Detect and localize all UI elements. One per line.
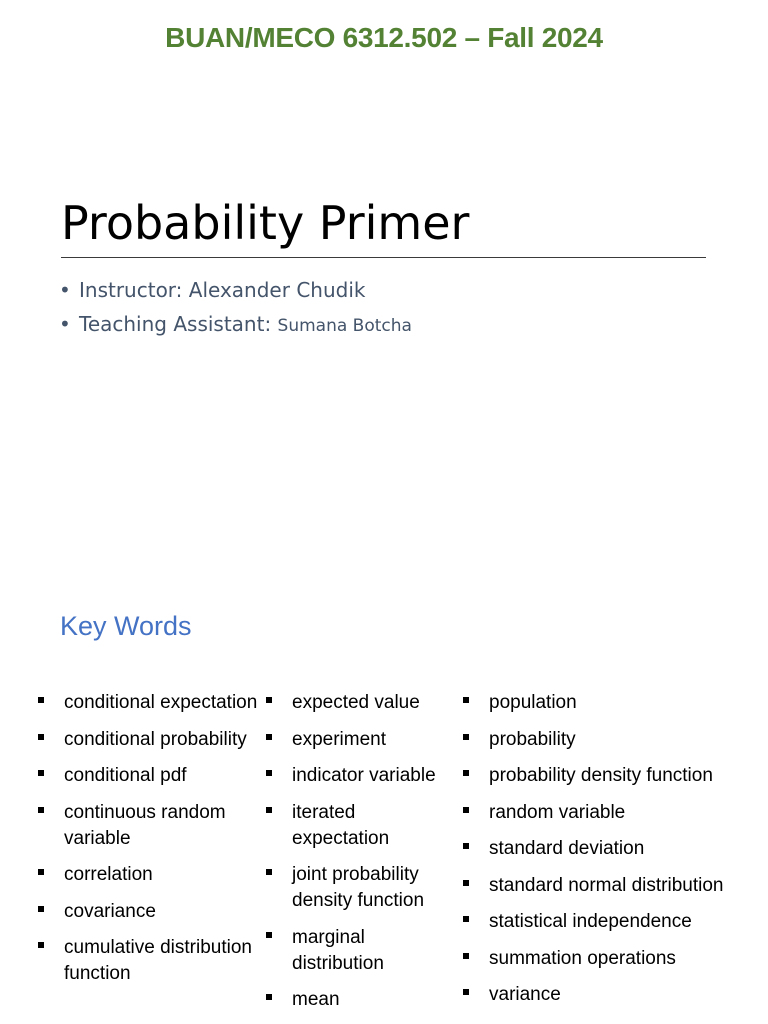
instructor-item	[59, 277, 412, 311]
square-bullet-icon	[463, 807, 469, 813]
square-bullet-icon	[463, 953, 469, 959]
key-word-text: iterated expectation	[292, 801, 390, 849]
slide-title: Probability Primer	[61, 196, 470, 250]
key-word-item	[264, 987, 454, 1013]
key-word-item	[461, 800, 761, 826]
square-bullet-icon	[38, 906, 44, 912]
key-word-text: probability	[489, 728, 576, 750]
key-word-text: experiment	[292, 728, 386, 750]
key-word-item	[461, 873, 761, 899]
course-header: BUAN/MECO 6312.502 – Fall 2024	[165, 22, 603, 53]
key-word-text: random variable	[489, 801, 626, 823]
key-word-text: cumulative distribution function	[64, 937, 252, 984]
course-info-list	[59, 277, 412, 345]
square-bullet-icon	[266, 770, 272, 776]
key-word-item	[264, 862, 454, 914]
key-word-text: conditional pdf	[64, 765, 187, 786]
square-bullet-icon	[266, 697, 272, 703]
square-bullet-icon	[463, 697, 469, 703]
teaching-assistant-item	[59, 311, 412, 345]
bullet-icon: •	[59, 312, 71, 336]
key-word-item	[36, 800, 264, 852]
key-word-item	[461, 946, 761, 972]
instructor-text: Instructor: Alexander Chudik	[79, 278, 366, 302]
key-word-item	[264, 800, 454, 852]
square-bullet-icon	[38, 869, 44, 875]
key-word-item	[36, 690, 264, 716]
key-word-text: covariance	[64, 900, 156, 922]
key-word-text: conditional probability	[64, 728, 247, 750]
square-bullet-icon	[463, 770, 469, 776]
key-word-item	[461, 909, 761, 935]
bullet-icon: •	[59, 278, 71, 302]
square-bullet-icon	[463, 989, 469, 995]
key-word-item	[264, 690, 454, 716]
square-bullet-icon	[38, 734, 44, 740]
key-word-item	[36, 935, 264, 987]
key-words-column-3	[461, 690, 761, 1019]
square-bullet-icon	[266, 932, 272, 938]
key-word-text: mean	[292, 989, 340, 1010]
key-words-heading: Key Words	[60, 611, 192, 641]
teaching-assistant-label: Teaching Assistant:	[79, 312, 278, 336]
key-word-item	[461, 836, 761, 862]
key-words-column-2	[264, 690, 454, 1024]
key-word-item	[264, 727, 454, 753]
key-word-item	[264, 925, 454, 977]
square-bullet-icon	[38, 770, 44, 776]
square-bullet-icon	[38, 807, 44, 813]
square-bullet-icon	[463, 734, 469, 740]
square-bullet-icon	[266, 807, 272, 813]
key-word-text: statistical independence	[489, 911, 692, 932]
square-bullet-icon	[463, 916, 469, 922]
square-bullet-icon	[463, 880, 469, 886]
key-word-item	[36, 862, 264, 888]
key-word-item	[36, 727, 264, 753]
key-word-text: joint probability density function	[292, 864, 425, 911]
key-word-text: conditional expectation	[64, 692, 258, 713]
key-word-item	[264, 763, 454, 789]
key-word-text: continuous random variable	[64, 801, 226, 849]
key-word-text: marginal distribution	[292, 926, 384, 974]
key-word-text: expected value	[292, 692, 420, 713]
square-bullet-icon	[38, 697, 44, 703]
square-bullet-icon	[266, 994, 272, 1000]
key-word-text: summation operations	[489, 947, 676, 969]
key-word-text: correlation	[64, 864, 153, 885]
title-divider	[61, 257, 706, 258]
key-word-item	[36, 899, 264, 925]
key-word-item	[461, 690, 761, 716]
key-word-item	[461, 763, 761, 789]
key-word-item	[461, 727, 761, 753]
key-word-item	[461, 982, 761, 1008]
key-word-text: probability density function	[489, 765, 713, 786]
key-word-text: standard deviation	[489, 838, 645, 859]
square-bullet-icon	[266, 869, 272, 875]
teaching-assistant-name: Sumana Botcha	[277, 316, 412, 336]
square-bullet-icon	[463, 843, 469, 849]
key-word-text: indicator variable	[292, 765, 436, 786]
square-bullet-icon	[38, 942, 44, 948]
key-words-column-1	[36, 690, 264, 998]
key-word-text: variance	[489, 984, 561, 1005]
key-word-text: standard normal distribution	[489, 874, 724, 896]
key-word-item	[36, 763, 264, 789]
square-bullet-icon	[266, 734, 272, 740]
key-word-text: population	[489, 692, 577, 713]
